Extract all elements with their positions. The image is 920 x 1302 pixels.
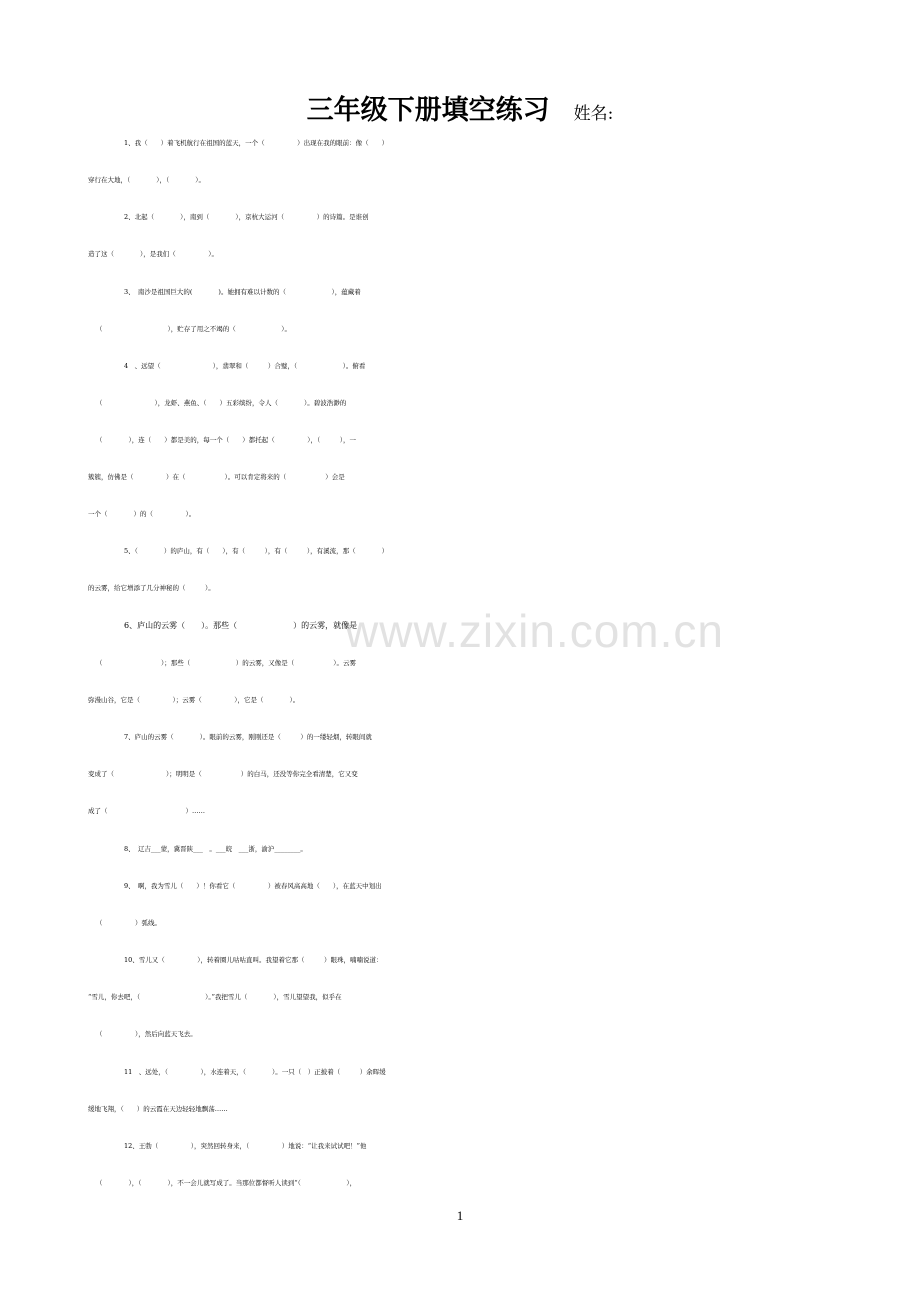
watermark-text: www.zixin.com.cn: [345, 605, 724, 657]
page-number: 1: [456, 1208, 464, 1223]
text-line: 2、北起（ ），南到（ ），京杭大运河（ ）的诗篇。是谁创: [124, 213, 369, 221]
text-line: 12、王勃（ ），突然回转身来，（ ）地说：“让我来试试吧！”他: [124, 1142, 367, 1150]
text-line: 穿行在大地，（ ），（ ）。: [88, 176, 205, 184]
text-line: 1、我（ ）着飞机航行在祖国的蓝天，一个（ ）出现在我的眼前：像（ ）: [124, 139, 389, 147]
text-line: 10、雪儿又（ ），转着圈儿咕咕直叫。我望着它那（ ）眼珠，喃喃说道：: [124, 956, 383, 964]
text-line: （ ）弧线。: [96, 919, 161, 927]
text-line: 4 、远望（ ），翡翠和（ ）合璧，（ ）。俯看: [124, 362, 366, 370]
text-line: （ ）；那些（ ）的云雾，又像是（ ）。云雾: [96, 659, 356, 667]
title-row: [0, 88, 920, 127]
text-line: （ ），然后向蓝天飞去。: [96, 1030, 197, 1038]
text-line: 簇簇，仿佛是（ ）在（ ）。可以肯定将来的（ ）会是: [88, 473, 345, 481]
text-line: 8、 辽吉___蒙，冀晋陕___ 。___皖 ___浙，渝沪________。: [124, 845, 307, 853]
text-line: 3、 南沙是祖国巨大的( )。她拥有难以计数的（ ），蕴藏着: [124, 288, 361, 296]
text-line: （ ），贮存了用之不竭的（ ）。: [96, 325, 291, 333]
text-line: 7、庐山的云雾（ ）。眼前的云雾，刚刚还是（ ）的一缕轻烟，转眼间就: [124, 733, 372, 741]
text-line: 11 、远处，（ ），水连着天，（ ）。一只（ ）正披着（ ）余晖缓: [124, 1068, 386, 1076]
text-line: 一个（ ）的（ ）。: [88, 510, 196, 518]
text-line: 的云雾，给它增添了几分神秘的（ ）。: [88, 584, 215, 592]
text-line: （ ），连（ ）都是美的，每一个（ ）都托起（ ），（ ），一: [96, 436, 356, 444]
name-label: 姓名:: [573, 104, 614, 124]
text-line: 6、庐山的云雾（ ）。那些（ ）的云雾，就像是: [124, 621, 358, 630]
text-line: 缓地飞翔，（ ）的云霞在天边轻轻地飘荡……: [88, 1105, 228, 1113]
text-line: 9、 啊，我为雪儿（ ）！你看它（ ）被春风高高地（ ），在蓝天中划出: [124, 882, 382, 890]
text-line: 弥漫山谷，它是（ ）；云雾（ ），它是（ ）。: [88, 696, 300, 704]
text-line: 成了（ ）……: [88, 807, 205, 815]
text-line: 5、（ ）的庐山，有（ ），有（ ），有（ ），有溪流，那（ ）: [124, 547, 389, 555]
text-line: 造了这（ ），是我们（ ）。: [88, 250, 218, 258]
text-line: 变成了（ ）；明明是（ ）的白马，还没等你完全看清楚，它又变: [88, 770, 358, 778]
text-line: （ ），龙虾、燕鱼、（ ）五彩缤纷，令人（ ）。碧波浩渺的: [96, 399, 347, 407]
page-title: 三年级下册填空练习: [306, 95, 550, 126]
text-line: “雪儿，你去吧，（ ）。”我把雪儿（ ），雪儿望望我，似乎在: [88, 993, 342, 1001]
text-line: （ ），（ ），不一会儿就写成了。当那位都督听人读到“（ ），: [96, 1179, 357, 1187]
